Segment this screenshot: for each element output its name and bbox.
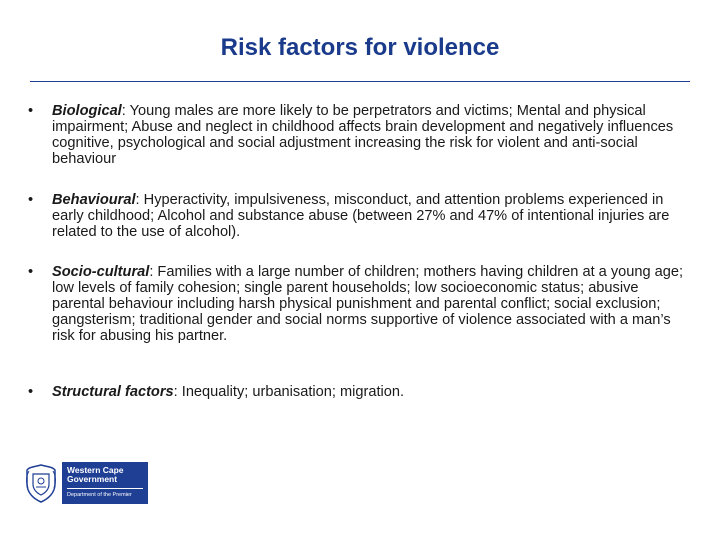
title-divider [30,81,690,82]
bullet-marker: • [28,264,34,280]
bullet-label: Structural factors [52,384,174,400]
western-cape-government-logo [24,462,148,504]
bullet-text: : Young males are more likely to be perpetrators and victims; Mental and physical impairment; Abuse and neglect in childhood affects brain development and negatively influences cognitive, psychological and social adjustment increasing the risk for violent and anti-social behaviour [52,103,674,167]
bullet-label: Socio-cultural [52,264,150,280]
logo-line-department: Department of the Premier [67,492,132,498]
logo-line-government: Government [67,474,118,484]
bullet-socio-cultural [28,264,684,344]
logo-line-western-cape: Western Cape [67,465,124,475]
bullet-biological [28,103,684,167]
bullet-marker: • [28,384,34,400]
bullet-label: Behavioural [52,192,136,208]
coat-of-arms-icon [24,462,58,504]
logo-wordmark [62,462,148,504]
bullet-label: Biological [52,103,122,119]
bullet-structural [28,384,404,400]
bullet-marker: • [28,103,34,119]
bullet-text: : Inequality; urbanisation; migration. [173,384,405,400]
bullet-marker: • [28,192,34,208]
bullet-text: : Families with a large number of children; mothers having children at a young age; low levels of family cohesion; single parent households; low socioeconomic status; abusive parental behaviour including harsh physical punishment and parental conflict; social exclusion; gangsterism; traditional gender and social norms supportive of violence associated with a man’s risk for abusing his partner. [52,264,684,344]
bullet-behavioural [28,192,684,240]
bullet-text: : Hyperactivity, impulsiveness, misconduct, and attention problems experienced in early childhood; Alcohol and substance abuse (between 27% and 47% of intentional injuries are related to the use of alcohol). [52,192,670,240]
logo-divider [67,488,143,489]
slide-title: Risk factors for violence [220,34,500,61]
